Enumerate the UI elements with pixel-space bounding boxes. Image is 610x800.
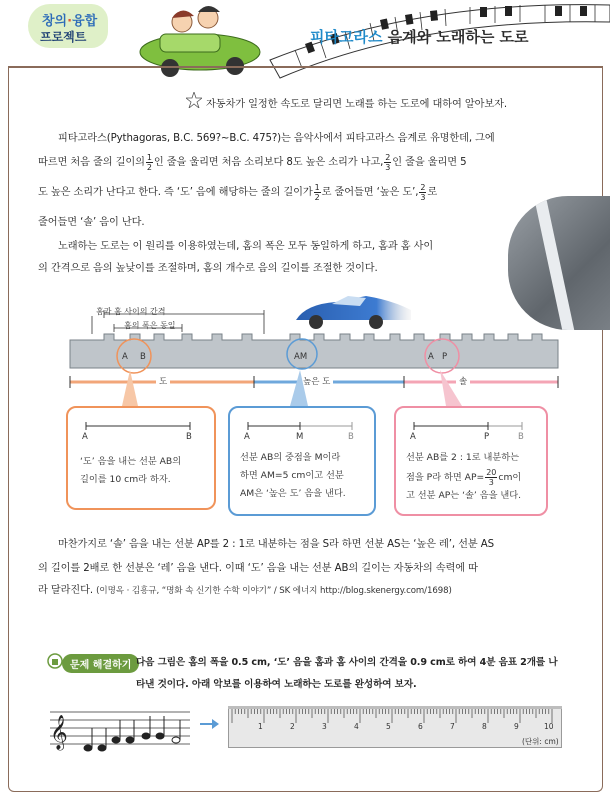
pointer-connectors bbox=[60, 340, 560, 410]
circle3-label-a: A bbox=[428, 352, 434, 362]
brand-line-2: 프로젝트 bbox=[40, 30, 87, 44]
box1-point-b: B bbox=[186, 432, 192, 442]
box2-line-2: 하면 AM=5 cm이고 선분 bbox=[240, 470, 344, 481]
ruler-numbers: 1 2 3 4 5 6 7 8 9 10 bbox=[258, 722, 554, 731]
intro-p2-line-3: 도 높은 소리가 난다고 한다. 즉 ‘도’ 음에 해당하는 줄의 길이가 $\frac{1}{2}$ 로 줄어들면 ‘높은 도’, $\frac{2}{3}$ 로 bbox=[38, 182, 438, 202]
conclusion-line-2: 의 길이를 2배로 한 선분은 ‘레’ 음을 낸다. 이때 ‘도’ 음을 내는 선분 AB의 길이는 자동차의 속력에 따 bbox=[38, 563, 478, 574]
box2-segment bbox=[242, 420, 362, 432]
box3-point-p: P bbox=[484, 432, 490, 442]
fraction-half: $\frac{1}{2}$ bbox=[146, 152, 152, 172]
box3-line-3: 고 선분 AP는 ‘솔’ 음을 낸다. bbox=[406, 490, 522, 501]
intro-p3-line-2: 의 간격으로 음의 높낮이를 조절하며, 홈의 개수로 음의 길이를 조절한 것이다. bbox=[38, 263, 378, 274]
arrow-right-icon bbox=[198, 718, 220, 730]
conclusion-line-3: 라 달라진다. (이명옥 · 김흥규, “명화 속 신기한 수학 이야기” / SK 에너지 http://blog.skenergy.com/1698) bbox=[38, 585, 452, 596]
problem-line-2: 타낸 것이다. 아래 악보를 이용하여 노래하는 도로를 완성하여 보자. bbox=[136, 679, 417, 690]
box3-segment bbox=[408, 420, 532, 432]
intro-p3-line-1: 노래하는 도로는 이 원리를 이용하였는데, 홈의 폭은 모두 동일하게 하고, 홈과 홈 사이 bbox=[58, 241, 434, 252]
circle3-label-p: P bbox=[442, 352, 448, 362]
label-groove-width: 홈의 폭은 동일 bbox=[124, 321, 176, 330]
box3-point-b: B bbox=[518, 432, 524, 442]
box3-line-2: 점을 P라 하면 AP= $\frac{20}{3}$ cm이 bbox=[406, 468, 522, 487]
star-icon bbox=[186, 92, 202, 108]
page-title bbox=[310, 26, 608, 52]
segment-label-do: 도 bbox=[156, 375, 170, 387]
box2-point-a: A bbox=[244, 432, 250, 442]
brand-line-1: 창의·융합 bbox=[42, 14, 98, 29]
box1-segment bbox=[80, 420, 200, 432]
label-groove-gap: 홈과 홈 사이의 간격 bbox=[96, 307, 166, 316]
segment-label-sol: 솔 bbox=[456, 375, 470, 387]
intro-p2-line-4: 줄어들면 ‘솔’ 음이 난다. bbox=[38, 217, 145, 228]
title-rest: 음계와 노래하는 도로 bbox=[382, 28, 529, 46]
title-highlight: 피타고라스 bbox=[310, 28, 383, 46]
treble-clef-icon: 𝄞 bbox=[50, 715, 68, 750]
box3-point-a: A bbox=[410, 432, 416, 442]
circle1-label-a: A bbox=[122, 352, 128, 362]
box3-line-1: 선분 AB를 2 : 1로 내분하는 bbox=[406, 452, 519, 463]
box2-line-1: 선분 AB의 중점을 M이라 bbox=[240, 452, 341, 463]
problem-line-1: 다음 그림은 홈의 폭을 0.5 cm, ‘도’ 음을 홈과 홈 사이의 간격을 0.9 cm로 하여 4분 음표 2개를 나 bbox=[136, 657, 558, 668]
music-staff bbox=[44, 702, 194, 754]
box1-line-1: ‘도’ 음을 내는 선분 AB의 bbox=[80, 456, 182, 467]
intro-p2-line-2: 따르면 처음 줄의 길이의 $\frac{1}{2}$ 인 줄을 울리면 처음 소리보다 8도 높은 소리가 나고, $\frac{2}{3}$ 인 줄을 울리면 5 bbox=[38, 152, 467, 172]
box2-point-b: B bbox=[348, 432, 354, 442]
box1-point-a: A bbox=[82, 432, 88, 442]
ruler-unit: (단위: cm) bbox=[522, 737, 559, 746]
conclusion-line-1: 마찬가지로 ‘솔’ 음을 내는 선분 AP를 2 : 1로 내분하는 점을 S라 하면 선분 AS는 ‘높은 레’, 선분 AS bbox=[58, 539, 494, 550]
box2-line-3: AM은 ‘높은 도’ 음을 낸다. bbox=[240, 488, 346, 499]
circle1-label-b: B bbox=[140, 352, 146, 362]
circle2-label-am: AM bbox=[294, 352, 308, 362]
segment-label-high-do: 높은 도 bbox=[300, 375, 333, 387]
intro-line-1: 자동차가 일정한 속도로 달리면 노래를 하는 도로에 대하여 알아보자. bbox=[206, 99, 507, 110]
box2-point-m: M bbox=[296, 432, 304, 442]
intro-p2-line-1: 피타고라스(Pythagoras, B.C. 569?~B.C. 475?)는 음악사에서 피타고라스 음계로 유명한데, 그에 bbox=[58, 133, 495, 144]
fraction-two-thirds: $\frac{2}{3}$ bbox=[385, 152, 391, 172]
problem-tag: 문제 해결하기 bbox=[62, 654, 139, 673]
box1-line-2: 길이를 10 cm라 하자. bbox=[80, 474, 171, 485]
citation: (이명옥 · 김흥규, “명화 속 신기한 수학 이야기” / SK 에너지 http://blog.skenergy.com/1698) bbox=[96, 586, 452, 596]
